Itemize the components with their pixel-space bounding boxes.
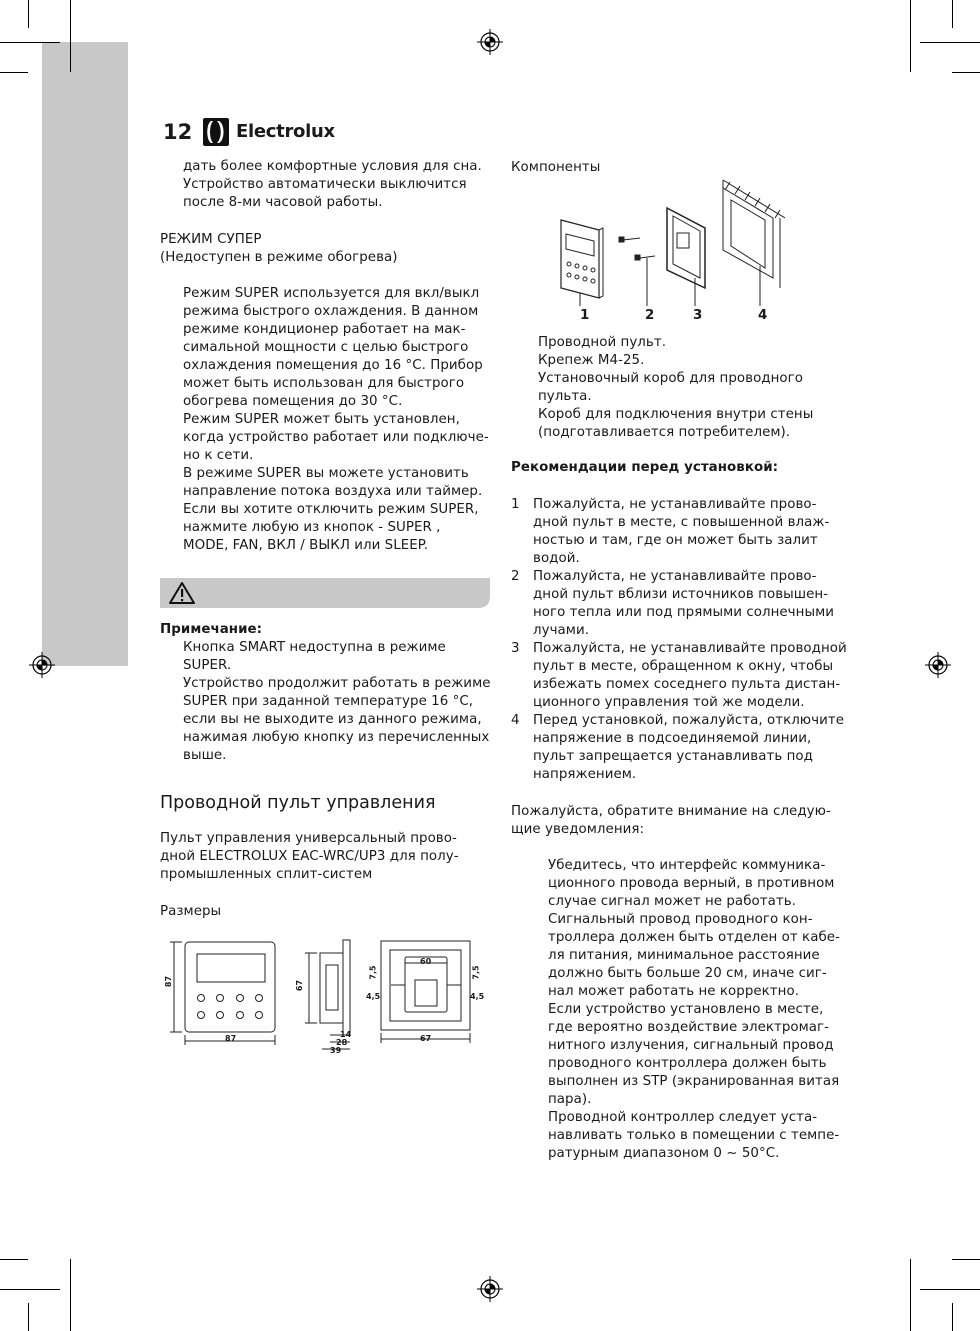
dimensions-diagram	[160, 935, 490, 1060]
list-item: Установочный короб для проводного	[538, 371, 803, 386]
text-line: выше.	[183, 748, 227, 763]
page-side-tab	[42, 42, 128, 666]
text-line: симальной мощности с целью быстрого	[183, 340, 469, 355]
text-line: В режиме SUPER вы можете установить	[183, 466, 469, 481]
text-line: когда устройство работает или подключе-	[183, 430, 489, 445]
text-line: нажимая любую кнопку из перечисленных	[183, 730, 490, 745]
text-line: MODE, FAN, ВКЛ / ВЫКЛ или SLEEP.	[183, 538, 429, 553]
text-line: ля питания, минимальное расстояние	[548, 948, 820, 963]
text-line: должно быть больше 20 см, иначе сиг-	[548, 966, 827, 981]
dim-label: 87	[225, 1034, 237, 1043]
section-description	[160, 830, 495, 884]
list-item: Проводной пульт.	[538, 335, 666, 350]
text-line: Пульт управления универсальный прово-	[160, 831, 457, 846]
dim-label: 4,5	[470, 992, 485, 1001]
item-number: 2	[511, 569, 520, 584]
components-diagram	[555, 178, 785, 308]
text-line: ного тепла или под прямыми солнечными	[533, 605, 834, 620]
components-list	[538, 334, 848, 442]
text-line: нитного излучения, сигнальный провод	[548, 1038, 834, 1053]
text-line: Устройство автоматически выключится	[183, 177, 467, 192]
text-line: направление потока воздуха или таймер.	[183, 484, 483, 499]
dim-label: 14	[340, 1030, 352, 1039]
text-line: Перед установкой, пожалуйста, отключите	[533, 713, 844, 728]
registration-mark-icon	[925, 652, 951, 678]
text-line: после 8-ми часовой работы.	[183, 195, 383, 210]
warning-triangle-icon	[168, 581, 196, 605]
text-line: охлаждения помещения до 16 °C. Прибор	[183, 358, 483, 373]
registration-mark-icon	[477, 29, 503, 55]
list-item: Крепеж М4-25.	[538, 353, 645, 368]
text-line: SUPER.	[183, 658, 232, 673]
super-mode-description	[183, 285, 498, 555]
text-line: ционного управления той же модели.	[533, 695, 805, 710]
list-item	[511, 640, 851, 712]
item-number: 1	[511, 497, 520, 512]
text-line: ратурным диапазоном 0 ~ 50°C.	[548, 1146, 780, 1161]
super-mode-subtitle: (Недоступен в режиме обогрева)	[160, 250, 398, 265]
components-title: Компоненты	[511, 160, 601, 175]
intro-paragraph	[183, 158, 493, 212]
dim-label: 67	[420, 1034, 432, 1043]
notice-paragraph	[548, 857, 853, 1163]
text-line: Режим SUPER может быть установлен,	[183, 412, 460, 427]
item-number: 4	[511, 713, 520, 728]
text-line: Пожалуйста, не устанавливайте прово-	[533, 569, 817, 584]
text-line: Если вы хотите отключить режим SUPER,	[183, 502, 479, 517]
page-number: 12	[163, 120, 193, 144]
super-mode-title: РЕЖИМ СУПЕР	[160, 232, 262, 247]
list-item	[511, 712, 851, 784]
text-line: Проводной контроллер следует уста-	[548, 1110, 818, 1125]
list-item	[511, 496, 851, 568]
text-line: обогрева помещения до 30 °C.	[183, 394, 403, 409]
list-item	[511, 568, 851, 640]
text-line: дной пульт вблизи источников повышен-	[533, 587, 829, 602]
registration-mark-icon	[477, 1276, 503, 1302]
text-line: пара).	[548, 1092, 592, 1107]
text-line: пульт запрещается устанавливать под	[533, 749, 813, 764]
text-line: водой.	[533, 551, 580, 566]
dimensions-title: Размеры	[160, 904, 222, 919]
text-line: дной ELECTROLUX EAC-WRC/UP3 для полу-	[160, 849, 459, 864]
component-number: 4	[758, 308, 768, 323]
text-line: режиме кондиционер работает на мак-	[183, 322, 466, 337]
list-item: (подготавливается потребителем).	[538, 425, 791, 440]
text-line: щие уведомления:	[511, 822, 645, 837]
text-line: ционного провода верный, в противном	[548, 876, 835, 891]
text-line: промышленных сплит-систем	[160, 867, 373, 882]
text-line: напряжением.	[533, 767, 637, 782]
electrolux-logo-icon	[203, 118, 229, 146]
text-line: нал может работать не корректно.	[548, 984, 800, 999]
registration-mark-icon	[29, 652, 55, 678]
list-item: Короб для подключения внутри стены	[538, 407, 814, 422]
warning-banner	[160, 578, 490, 608]
text-line: Устройство продолжит работать в режиме	[183, 676, 491, 691]
text-line: Режим SUPER используется для вкл/выкл	[183, 286, 480, 301]
text-line: лучами.	[533, 623, 590, 638]
text-line: дной пульт в месте, с повышенной влаж-	[533, 515, 830, 530]
dim-label: 87	[164, 975, 174, 988]
text-line: ностью и там, где он может быть залит	[533, 533, 818, 548]
recommendations-title: Рекомендации перед установкой:	[511, 460, 779, 475]
note-title: Примечание:	[160, 622, 263, 637]
dim-label: 7,5	[471, 965, 481, 980]
text-line: Пожалуйста, обратите внимание на следую-	[511, 804, 831, 819]
text-line: нажмите любую из кнопок - SUPER ,	[183, 520, 441, 535]
item-number: 3	[511, 641, 520, 656]
section-title: Проводной пульт управления	[160, 793, 436, 813]
text-line: если вы не выходите из данного режима,	[183, 712, 482, 727]
component-number: 1	[580, 308, 590, 323]
text-line: Убедитесь, что интерфейс коммуника-	[548, 858, 826, 873]
text-line: режима быстрого охлаждения. В данном	[183, 304, 479, 319]
text-line: Если устройство установлено в месте,	[548, 1002, 824, 1017]
text-line: где вероятно воздействие электромаг-	[548, 1020, 830, 1035]
attention-paragraph	[511, 803, 851, 839]
dim-label: 4,5	[366, 992, 381, 1001]
front-view	[170, 942, 275, 1045]
dim-label: 60	[420, 957, 432, 966]
list-item: пульта.	[538, 389, 592, 404]
text-line: Пожалуйста, не устанавливайте прово-	[533, 497, 817, 512]
dim-label: 28	[336, 1038, 348, 1047]
text-line: напряжение в подсоединяемой линии,	[533, 731, 812, 746]
recommendations-list	[511, 496, 851, 784]
dim-label: 7,5	[368, 965, 378, 980]
text-line: случае сигнал может не работать.	[548, 894, 796, 909]
component-number: 3	[693, 308, 703, 323]
text-line: SUPER при заданной температуре 16 °C,	[183, 694, 474, 709]
text-line: проводного контроллера должен быть	[548, 1056, 827, 1071]
text-line: но к сети.	[183, 448, 254, 463]
text-line: может быть использован для быстрого	[183, 376, 465, 391]
component-number: 2	[645, 308, 655, 323]
text-line: навливать только в помещении с темпе-	[548, 1128, 840, 1143]
text-line: выполнен из STP (экранированная витая	[548, 1074, 840, 1089]
text-line: троллера должен быть отделен от кабе-	[548, 930, 840, 945]
dim-label: 67	[295, 979, 305, 992]
text-line: избежать помех соседнего пульта дистан-	[533, 677, 841, 692]
text-line: Сигнальный провод проводного кон-	[548, 912, 813, 927]
text-line: пульт в месте, обращенном к окну, чтобы	[533, 659, 834, 674]
text-line: Кнопка SMART недоступна в режиме	[183, 640, 446, 655]
brand-name: Electrolux	[236, 121, 335, 142]
text-line: дать более комфортные условия для сна.	[183, 159, 482, 174]
note-body	[183, 639, 493, 765]
dim-label: 39	[330, 1046, 342, 1055]
text-line: Пожалуйста, не устанавливайте проводной	[533, 641, 847, 656]
